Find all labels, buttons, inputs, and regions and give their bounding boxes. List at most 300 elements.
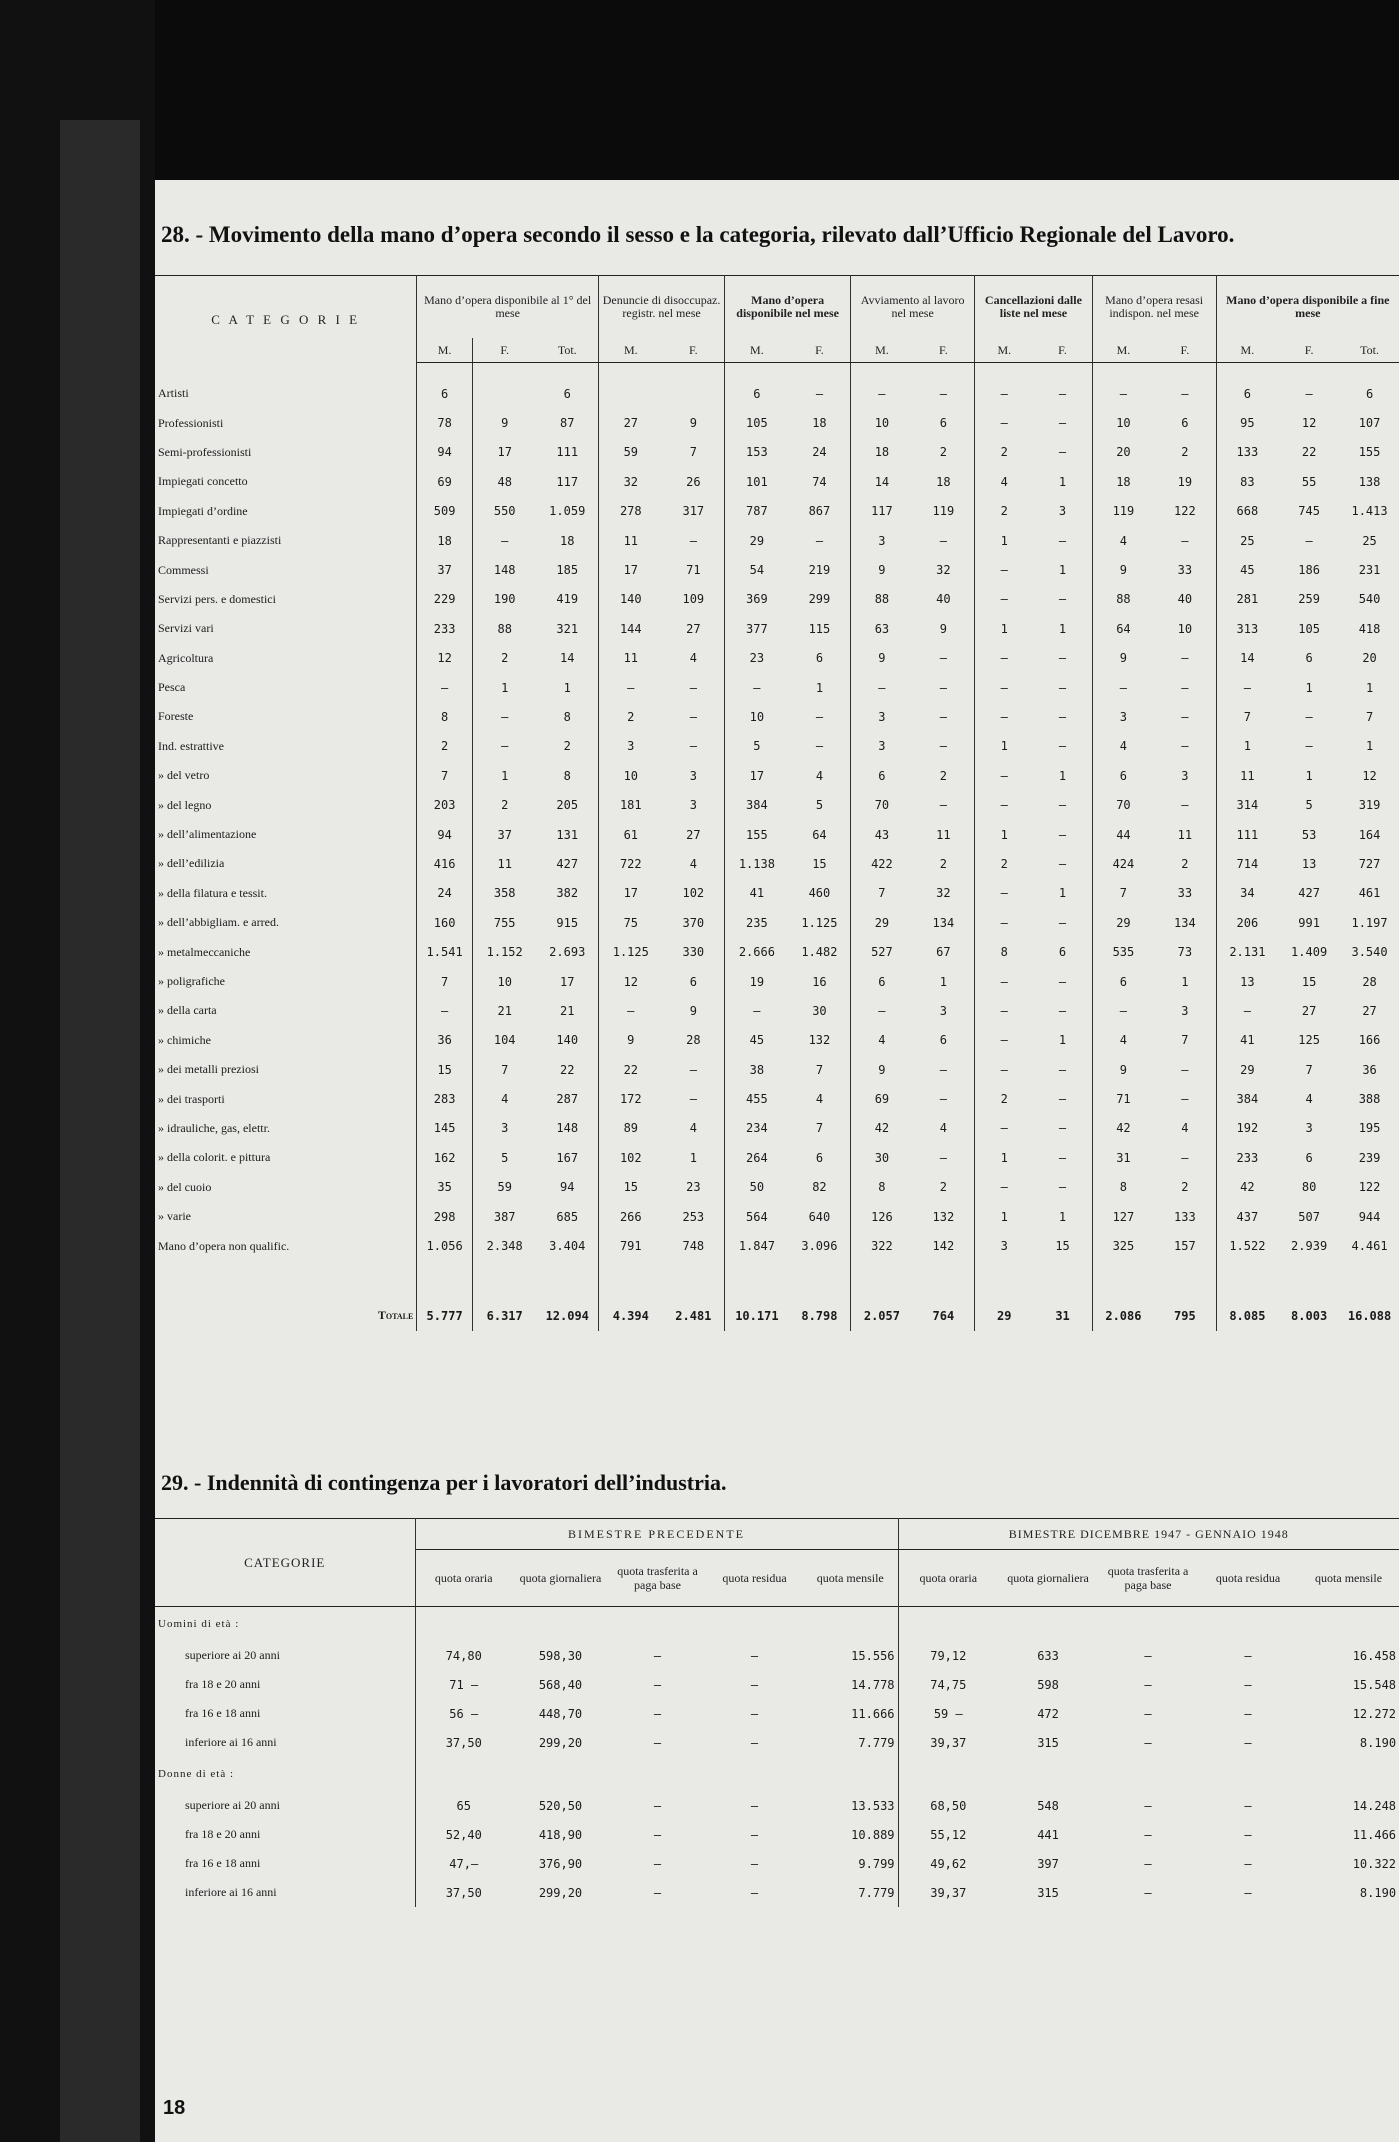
table28-cell: 4.461 [1351,1239,1388,1254]
table28-cell: 166 [1358,1033,1381,1048]
table28-row-label: Servizi pers. e domestici [155,585,417,614]
table28-cell: 1.847 [738,1239,775,1254]
table28-cell: — [913,526,975,555]
table28-cell: 3 [1033,497,1092,526]
table28-row-label: Rappresentanti e piazzisti [155,526,417,555]
table29-cell: 8.190 [1359,1735,1397,1750]
table28-cell: 11 [497,856,512,871]
table28-cell: 1 [1243,739,1251,754]
table28-cell: 18 [537,526,599,555]
table28-cell: 105 [1298,621,1320,636]
table29-cell: — [1144,1735,1152,1750]
table28-cell: 234 [746,1121,768,1136]
spacer-cell [1098,1607,1198,1642]
table28-cell: 21 [497,1003,512,1018]
table28-cell: 17 [623,563,639,578]
table28-row-label: Pesca [155,673,417,702]
table29-cell: — [1244,1856,1252,1871]
table29-cell: — [653,1827,662,1842]
table28-cell: — [913,702,975,731]
table29-cell: — [1244,1648,1252,1663]
table28-cell: 4 [1119,533,1128,548]
table28-cell: 70 [1116,798,1131,813]
table28-cell: 2.481 [663,1301,725,1331]
table28-cell: — [1033,673,1092,702]
page-binding-strip [60,120,140,2142]
table28-cell: 4 [663,849,725,878]
table28-cell: 23 [749,651,765,666]
table28-cell: 2.939 [1291,1239,1328,1254]
table28-cell: 219 [789,555,851,584]
table28-cell: 229 [417,585,473,614]
table28-cell: 29 [749,533,765,548]
table28-sub-header: M. [725,338,789,363]
table28-cell: 1 [1000,533,1008,548]
table28-cell: 33 [1154,555,1216,584]
table29-column-header: quota mensile [1315,1571,1383,1585]
table28-cell: 132 [789,1026,851,1055]
table28-cell: 111 [537,438,599,467]
table-row [155,408,1399,437]
table28-cell: — [913,379,975,408]
spacer-cell [898,1607,998,1642]
table29-cell: — [653,1648,662,1663]
table29-cell: 49,62 [930,1856,967,1871]
table28-cell: 7 [1243,709,1251,724]
table28-cell: 358 [493,886,516,901]
table28-cell: — [1243,1003,1251,1018]
spacer-cell [725,1261,789,1301]
table28-cell: — [1000,886,1008,901]
table28-cell: 8 [878,1180,886,1195]
spacer-cell [155,1261,417,1301]
spacer-cell [803,1757,898,1791]
table28-cell: 745 [1298,504,1320,519]
table28-cell: — [663,702,725,731]
table28-cell: 527 [871,945,893,960]
totals-row [155,1301,1399,1331]
table28-cell: 1 [1000,1209,1008,1224]
table29-cell: 65 [456,1798,471,1813]
table28-cell: 11 [623,651,639,666]
spacer-cell [725,363,789,380]
table28-cell [598,379,662,408]
table28-cell: 1 [1000,621,1008,636]
table28-cell: 4 [1000,474,1008,489]
spacer-cell [1033,363,1092,380]
table28-cell: 5 [753,739,761,754]
table28-cell: 14 [1240,651,1255,666]
table28-cell: 4 [1305,1092,1313,1107]
spacer-cell [1298,1607,1399,1642]
table28-cell: — [663,526,725,555]
table28-row-label: » metalmeccaniche [155,937,417,966]
table28-cell: 71 [663,555,725,584]
table28-cell: 192 [1236,1121,1259,1136]
table28-row-label: » varie [155,1202,417,1231]
spacer-cell [998,1757,1098,1791]
table28-cell: — [1000,768,1008,783]
table28-cell: — [1243,680,1251,695]
spacer-cell [1340,363,1399,380]
table28-cell: 70 [874,798,890,813]
table28-cell: 5.777 [417,1301,473,1331]
table28-cell: 1.413 [1351,504,1388,519]
table-row [155,820,1399,849]
table-row [155,732,1399,761]
table28-sub-header: F. [913,338,975,363]
table28-cell: — [1000,1033,1008,1048]
table28-cell: 82 [789,1173,851,1202]
table28-cell: 787 [746,504,768,519]
table28-cell: 181 [619,798,642,813]
table28-cell: 6 [663,967,725,996]
table28-cell: 2 [501,798,509,813]
table28-cell: 991 [1298,915,1320,930]
table28-cell: — [913,1143,975,1172]
table28-cell: 15 [623,1180,639,1195]
table28-sub-header: Tot. [537,338,599,363]
table29-cell: 52,40 [445,1827,482,1842]
table28-row-label: » dell’abbigliam. e arred. [155,908,417,937]
table28-cell: 20 [1116,445,1131,460]
table-row [155,879,1399,908]
spacer-cell [537,363,599,380]
table28-cell: 3.096 [789,1231,851,1260]
table28-row-label: » dei metalli preziosi [155,1055,417,1084]
spacer-cell [998,1607,1098,1642]
table29-category-header: CATEGORIE [155,1519,415,1607]
table28-cell: 37 [497,827,512,842]
table28-sub-header: F. [663,338,725,363]
spacer-cell [1278,1261,1340,1301]
table28-cell: — [663,1084,725,1113]
table28-cell: 4 [878,1033,886,1048]
table28-cell: 25 [1362,533,1377,548]
table28-cell: 10 [874,416,890,431]
table28-cell: 26 [663,467,725,496]
table28-cell: 2 [913,849,975,878]
table28-cell: 145 [417,1114,473,1143]
table28-cell: 8 [537,702,599,731]
spacer-cell [1278,363,1340,380]
table28-cell [472,379,536,408]
table28-cell: — [1154,673,1216,702]
table28-cell: — [1000,709,1008,724]
table28-cell: 140 [619,592,642,607]
table29-cell: 71 — [449,1677,479,1692]
table28-cell: 507 [1298,1209,1320,1224]
table28-cell: 1 [537,673,599,702]
spacer-cell [1092,1261,1154,1301]
table28-cell: 1.059 [537,497,599,526]
table28-cell: 22 [537,1055,599,1084]
spacer-cell [417,1261,473,1301]
table28-cell: 30 [874,1150,890,1165]
spacer-cell [512,1607,609,1642]
table28-cell: 27 [1362,1003,1377,1018]
table28-cell: 668 [1236,504,1259,519]
table28-sub-header: F. [472,338,536,363]
table-row [155,1670,1399,1699]
table28-cell: 29 [1240,1062,1255,1077]
spacer-cell [1298,1757,1399,1791]
table28-cell: 64 [1116,621,1131,636]
table28-cell: — [913,790,975,819]
table28-cell: 6 [878,974,886,989]
table28-cell [663,379,725,408]
spacer-cell [609,1607,706,1642]
table28-cell: 1 [1365,680,1374,695]
table28-cell: 1.125 [612,945,649,960]
table28-sub-header: M. [975,338,1034,363]
table28-cell: 105 [746,416,768,431]
table28-cell: 9 [501,416,509,431]
table28-cell: 6 [789,1143,851,1172]
table28-cell: 89 [623,1121,639,1136]
table28-cell: — [501,709,509,724]
spacer-cell [1340,1261,1399,1301]
table28-cell: 7 [789,1114,851,1143]
table28-row-label: » del cuoio [155,1173,417,1202]
table29-cell: — [1244,1827,1252,1842]
table28-row-label: Artisti [155,379,417,408]
table28-cell: 15 [1033,1231,1092,1260]
table28-cell: 867 [789,497,851,526]
table29-cell: — [653,1677,662,1692]
table28-cell: 1.056 [417,1231,473,1260]
table28-cell: 299 [789,585,851,614]
table28-cell: 6.317 [486,1308,523,1323]
table28-cell: 6 [537,379,599,408]
table28-cell: 287 [537,1084,599,1113]
table-row [155,1231,1399,1260]
spacer-cell [609,1757,706,1791]
table28-sub-header: M. [417,338,473,363]
table28-cell: 102 [663,879,725,908]
table28-cell: 27 [663,614,725,643]
table28-cell: 164 [1358,827,1381,842]
table28-cell: 61 [623,827,639,842]
table28-cell: 2 [913,1173,975,1202]
table28-cell: — [1033,438,1092,467]
table29-row-label: fra 18 e 20 anni [155,1670,415,1699]
table29-cell: 15.556 [803,1641,898,1670]
table29-cell: 37,50 [445,1735,482,1750]
table28-cell: — [1305,739,1313,754]
table29-cell: 47,— [449,1856,479,1871]
spacer-cell [598,1261,662,1301]
table28-cell: 2.057 [863,1308,900,1323]
table29-row-label: inferiore ai 16 anni [155,1728,415,1757]
table29-cell: — [653,1706,662,1721]
table28-cell: — [1033,1114,1092,1143]
table28-cell: 36 [1362,1062,1377,1077]
table28-title: 28. - Movimento della mano d’opera secondo il sesso e la categoria, rilevato dall’Ufficio Regionale del Lavoro. [161,222,1235,247]
table28-cell: 9 [878,563,886,578]
table28-cell: 14 [537,644,599,673]
table28-cell: 24 [789,438,851,467]
table28-cell: 382 [537,879,599,908]
table28-cell: 67 [913,937,975,966]
table28-cell: 117 [871,504,893,519]
table28-cell: — [1033,849,1092,878]
table28-cell: 22 [1301,445,1317,460]
page-number: 18 [163,2097,186,2119]
table28-cell: — [1033,1173,1092,1202]
table28-cell: 162 [417,1143,473,1172]
table29-column-header: quota residua [1215,1571,1281,1585]
table28-sub-header: F. [1154,338,1216,363]
table28-cell: — [1000,416,1008,431]
table28-cell: 104 [493,1033,516,1048]
spacer-cell [1154,363,1216,380]
table29-cell: — [1244,1885,1252,1900]
table28-cell: — [1154,732,1216,761]
table28-cell: 4 [789,761,851,790]
table28-row-label: Commessi [155,555,417,584]
table29-cell: — [653,1856,662,1871]
spacer-cell [663,363,725,380]
table28-cell: 75 [623,915,639,930]
table28-cell: 16.088 [1347,1308,1392,1323]
table28-cell: — [913,673,975,702]
table-row [155,849,1399,878]
table28-cell: 416 [417,849,473,878]
table28-cell: 19 [749,974,765,989]
table28-cell: 172 [619,1092,642,1107]
table28-cell: 127 [1112,1209,1135,1224]
table28-cell: 109 [663,585,725,614]
table28-cell: 12 [417,644,473,673]
table28-cell: 6 [913,408,975,437]
table28-cell: 23 [663,1173,725,1202]
table29-cell: 472 [1037,1706,1059,1721]
table28-cell: 3 [1000,1239,1008,1254]
table28-cell: 29 [997,1308,1012,1323]
spacer-cell [537,1261,599,1301]
table-row [155,1791,1399,1820]
table28-cell: 34 [1240,886,1255,901]
table28-cell: 3 [878,533,886,548]
table28-cell: — [1000,1180,1008,1195]
table29-cell: — [1244,1706,1252,1721]
table28-cell: 206 [1236,915,1259,930]
spacer-cell [803,1607,898,1642]
table28-cell: 7 [789,1055,851,1084]
table28-cell: 22 [623,1062,639,1077]
table28-cell: 6 [417,379,473,408]
table29-period-header: BIMESTRE PRECEDENTE [415,1519,898,1550]
table28-cell: 74 [789,467,851,496]
table29-cell: 14.778 [803,1670,898,1699]
table28-cell: 325 [1112,1239,1135,1254]
table28-cell: 7 [417,761,473,790]
table28-cell: — [878,680,886,695]
table28-cell: 419 [537,585,599,614]
table-row [155,1084,1399,1113]
table29-column-header: quota residua [722,1571,787,1585]
table28-cell: 9 [878,651,886,666]
table28-cell: 71 [1116,1092,1131,1107]
table28-cell: 2 [1000,445,1008,460]
spacer-cell [155,363,417,380]
spacer-cell [663,1261,725,1301]
table29-column-header: quota giornaliera [1007,1571,1089,1585]
table28-cell: — [417,996,473,1025]
table28-row-label: » della carta [155,996,417,1025]
table29-cell: — [750,1706,759,1721]
table28-cell: 1.125 [789,908,851,937]
table28-cell: 203 [417,790,473,819]
table28-cell: 4 [1119,739,1128,754]
table28-cell: 63 [874,621,890,636]
table28-cell: — [1033,1055,1092,1084]
table28-cell: 3 [1305,1121,1313,1136]
table28-cell: — [1033,1143,1092,1172]
table-row [155,526,1399,555]
table28-cell: — [1033,1084,1092,1113]
table-row [155,497,1399,526]
table28-cell: 9 [1119,1062,1128,1077]
table28-row-label: Semi-professionisti [155,438,417,467]
table28-sub-header: M. [1092,338,1154,363]
table28-cell: 266 [619,1209,642,1224]
table-row [155,967,1399,996]
table28-cell: 119 [1112,504,1135,519]
table28-cell: — [627,680,635,695]
table28-cell: — [1305,533,1313,548]
table28-cell: 748 [663,1231,725,1260]
table28-cell: 16 [789,967,851,996]
table28-cell: 564 [746,1209,768,1224]
table28-cell: 133 [1236,445,1259,460]
table28-cell: — [1033,996,1092,1025]
table29-title: 29. - Indennità di contingenza per i lavoratori dell’industria. [161,1470,727,1495]
spacer-cell [1198,1757,1298,1791]
table28-cell: 550 [493,504,516,519]
table28-cell: 2 [1154,438,1216,467]
table29-cell: 568,40 [538,1677,583,1692]
table28-cell: 1 [1154,967,1216,996]
table29-column-header: quota mensile [803,1550,898,1607]
table28-cell: 31 [1033,1301,1092,1331]
table28-cell: 727 [1358,856,1381,871]
table28-cell: 6 [878,768,886,783]
table28-cell: 7 [1154,1026,1216,1055]
table28-cell: 540 [1358,592,1381,607]
table28-cell: 18 [874,445,890,460]
table28-cell: 12 [1362,768,1377,783]
table28-cell: 1 [1033,555,1092,584]
table28-cell: 1 [501,768,509,783]
table28-cell: 8 [417,702,473,731]
table28-cell: 42 [1240,1180,1255,1195]
table28-group-header: Denuncie di disoccupaz. registr. nel mese [598,276,724,339]
table28-cell: 281 [1236,592,1259,607]
spacer-cell [789,1261,851,1301]
table28-cell: 3 [878,709,886,724]
table28-cell: 427 [537,849,599,878]
table28-cell: 535 [1112,945,1135,960]
table28-cell: — [1305,386,1313,401]
table28-cell: 259 [1298,592,1320,607]
table-row [155,761,1399,790]
table28-cell: 17 [537,967,599,996]
table28-cell: 48 [497,474,512,489]
table28-cell: 87 [537,408,599,437]
table28-cell: 3.404 [537,1231,599,1260]
